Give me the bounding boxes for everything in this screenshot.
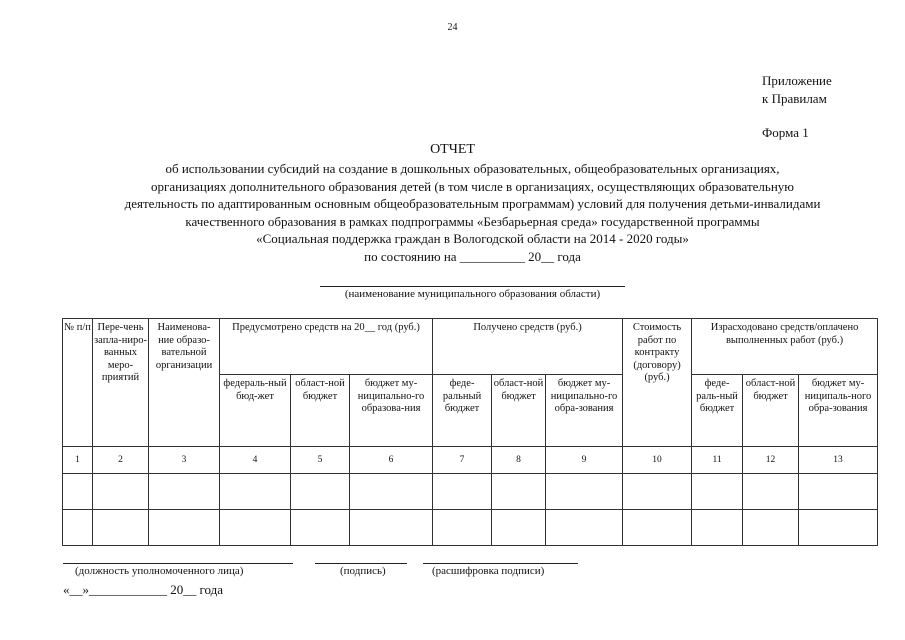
table-cell bbox=[743, 474, 799, 510]
table-cell bbox=[63, 510, 93, 546]
subtitle-line: деятельность по адаптированным основным общеобразовательным программам) условий для получения детьми-инвалидами bbox=[124, 196, 821, 211]
table-cell bbox=[220, 474, 291, 510]
header-num: № п/п bbox=[63, 319, 93, 447]
column-number: 4 bbox=[220, 447, 291, 474]
table-cell bbox=[492, 510, 546, 546]
subtitle-line: качественного образования в рамках подпрограммы «Безбарьерная среда» государственной программы bbox=[185, 213, 760, 229]
header-measures: Пере-чень запла-ниро-ванных меро-приятий bbox=[93, 319, 149, 447]
column-number: 2 bbox=[93, 447, 149, 474]
signature-caption: (подпись) bbox=[340, 565, 386, 577]
table-cell bbox=[623, 510, 692, 546]
table-cell bbox=[546, 510, 623, 546]
municipality-caption: (наименование муниципального образования области) bbox=[344, 288, 601, 300]
table-cell bbox=[63, 474, 93, 510]
subheader-spent-municipal: бюджет му-ниципаль-ного обра-зования bbox=[799, 375, 878, 447]
appendix-line-1: Приложение bbox=[762, 73, 832, 88]
table-row bbox=[63, 510, 878, 546]
table-cell bbox=[350, 474, 433, 510]
column-number: 6 bbox=[350, 447, 433, 474]
subtitle-line: об использовании субсидий на создание в дошкольных образовательных, общеобразовательных организациях, bbox=[165, 161, 780, 176]
column-number: 13 bbox=[799, 447, 878, 474]
table-cell bbox=[220, 510, 291, 546]
subheader-planned-municipal: бюджет му-ниципально-го образова-ния bbox=[350, 375, 433, 447]
header-organization: Наименова-ние образо-вательной организации bbox=[149, 319, 220, 447]
table-cell bbox=[492, 474, 546, 510]
subheader-received-regional: област-ной бюджет bbox=[492, 375, 546, 447]
date-line: «__»____________ 20__ года bbox=[63, 582, 224, 597]
page-number: 24 bbox=[447, 22, 458, 33]
subheader-spent-federal: феде-раль-ный бюджет bbox=[692, 375, 743, 447]
subtitle-line: «Социальная поддержка граждан в Вологодской области на 2014 - 2020 годы» bbox=[256, 231, 689, 246]
column-number: 3 bbox=[149, 447, 220, 474]
table-cell bbox=[149, 474, 220, 510]
column-number: 5 bbox=[291, 447, 350, 474]
column-number-row bbox=[63, 447, 878, 474]
table-cell bbox=[799, 474, 878, 510]
decoding-underline bbox=[423, 563, 578, 564]
form-label: Форма 1 bbox=[762, 125, 809, 140]
header-spent-funds: Израсходовано средств/оплачено выполненных работ (руб.) bbox=[692, 319, 878, 375]
subtitle-line: организациях дополнительного образования детей (в том числе в организациях, осуществляющих образовательную bbox=[151, 178, 794, 194]
header-row bbox=[63, 319, 878, 375]
column-number: 11 bbox=[692, 447, 743, 474]
subheader-planned-regional: област-ной бюджет bbox=[291, 375, 350, 447]
subheader-received-municipal: бюджет му-ниципально-го обра-зования bbox=[546, 375, 623, 447]
column-number: 1 bbox=[63, 447, 93, 474]
position-underline bbox=[63, 563, 293, 564]
table-cell bbox=[623, 474, 692, 510]
header-planned-funds: Предусмотрено средств на 20__ год (руб.) bbox=[220, 319, 433, 375]
table-cell bbox=[433, 510, 492, 546]
column-number: 9 bbox=[546, 447, 623, 474]
table-cell bbox=[291, 510, 350, 546]
subheader-planned-federal: федераль-ный бюд-жет bbox=[220, 375, 291, 447]
table-cell bbox=[546, 474, 623, 510]
table-cell bbox=[93, 474, 149, 510]
column-number: 8 bbox=[492, 447, 546, 474]
table-cell bbox=[433, 474, 492, 510]
column-number: 7 bbox=[433, 447, 492, 474]
appendix-line-2: к Правилам bbox=[762, 91, 827, 106]
table-row bbox=[63, 474, 878, 510]
report-subtitle bbox=[50, 160, 895, 265]
subheader-spent-regional: област-ной бюджет bbox=[743, 375, 799, 447]
table-cell bbox=[692, 510, 743, 546]
position-caption: (должность уполномоченного лица) bbox=[75, 565, 244, 577]
table-cell bbox=[692, 474, 743, 510]
header-received-funds: Получено средств (руб.) bbox=[433, 319, 623, 375]
subheader-received-federal: феде-ральный бюджет bbox=[433, 375, 492, 447]
table-cell bbox=[291, 474, 350, 510]
report-title: ОТЧЕТ bbox=[430, 142, 475, 157]
table-cell bbox=[743, 510, 799, 546]
column-number: 12 bbox=[743, 447, 799, 474]
table-cell bbox=[799, 510, 878, 546]
as-of-date-line: по состоянию на __________ 20__ года bbox=[364, 248, 581, 264]
table-cell bbox=[149, 510, 220, 546]
column-number: 10 bbox=[623, 447, 692, 474]
header-contract-cost: Стоимость работ по контракту (договору) (руб.) bbox=[623, 319, 692, 447]
decoding-caption: (расшифровка подписи) bbox=[432, 565, 545, 577]
table-cell bbox=[350, 510, 433, 546]
signature-underline bbox=[315, 563, 407, 564]
report-table bbox=[62, 318, 878, 546]
table-cell bbox=[93, 510, 149, 546]
municipality-underline bbox=[320, 286, 625, 287]
appendix-note bbox=[762, 72, 832, 108]
